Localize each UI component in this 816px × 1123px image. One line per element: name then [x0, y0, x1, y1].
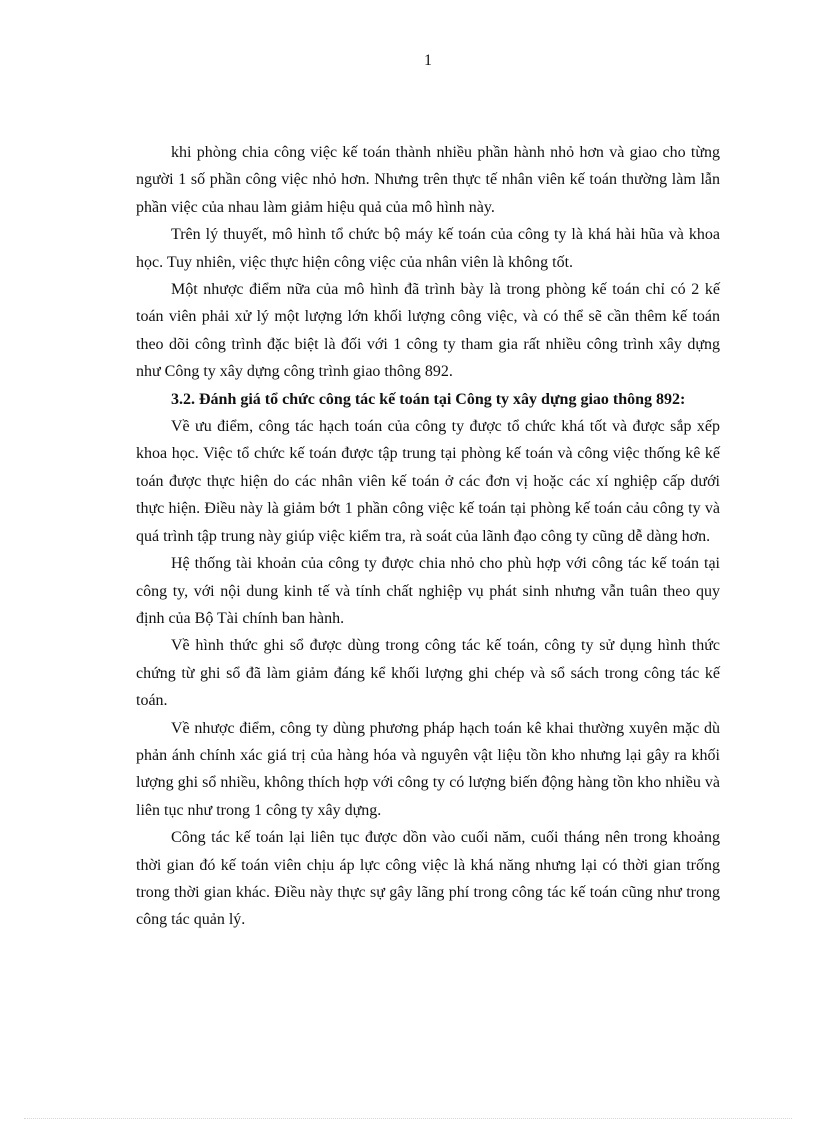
paragraph-7: Về nhược điểm, công ty dùng phương pháp hạch toán kê khai thường xuyên mặc dù phản ánh chính xác giá trị của hàng hóa và nguyên vật liệu tồn kho nhưng lại gây ra khối lượng ghi sổ nhiều, không thích hợp với công ty có lượng biến động hàng tồn kho nhiều và liên tục như trong 1 công ty xây dựng.: [136, 719, 720, 819]
paragraph-8: Công tác kế toán lại liên tục được dồn vào cuối năm, cuối tháng nên trong khoảng thời gian đó kế toán viên chịu áp lực công việc là khá năng nhưng lại có thời gian trống trong thời gian khác. Điều này thực sự gây lãng phí trong công tác kế toán cũng như trong công tác quản lý.: [136, 829, 720, 929]
page-bottom-divider: [24, 1118, 792, 1119]
paragraph-6: Về hình thức ghi sổ được dùng trong công tác kế toán, công ty sử dụng hình thức chứng từ ghi sổ đã làm giảm đáng kể khối lượng ghi chép và sổ sách trong công tác kế toán.: [136, 637, 720, 710]
paragraph-4: Về ưu điểm, công tác hạch toán của công ty được tổ chức khá tốt và được sắp xếp khoa học. Việc tổ chức kế toán được tập trung tại phòng kế toán và công việc thống kê kế toán được thực hiện do các nhân viên kế toán ở các đơn vị hoặc các xí nghiệp cấp dưới thực hiện. Điều này là giảm bớt 1 phần công việc kế toán tại phòng kế toán cảu công ty và quá trình tập trung này giúp việc kiểm tra, rà soát của lãnh đạo công ty cũng dễ dàng hơn.: [136, 418, 720, 545]
page-number: 1: [424, 52, 432, 69]
paragraph-3: Một nhược điểm nữa của mô hình đã trình bày là trong phòng kế toán chỉ có 2 kế toán viên phải xử lý một lượng lớn khối lượng công việc, và có thể sẽ cần thêm kế toán theo dõi công trình đặc biệt là đối với 1 công ty tham gia rất nhiều công trình xây dựng như Công ty xây dựng công trình giao thông 892.: [136, 281, 720, 381]
section-heading: 3.2. Đánh giá tổ chức công tác kế toán tại Công ty xây dựng giao thông 892:: [171, 390, 686, 408]
paragraph-1: khi phòng chia công việc kế toán thành nhiều phần hành nhỏ hơn và giao cho từng người 1 số phần công việc nhỏ hơn. Nhưng trên thực tế nhân viên kế toán thường làm lẫn phần việc của nhau làm giảm hiệu quả của mô hình này.: [136, 144, 720, 216]
paragraph-2: Trên lý thuyết, mô hình tổ chức bộ máy kế toán của công ty là khá hài hũa và khoa học. Tuy nhiên, việc thực hiện công việc của nhân viên là không tốt.: [136, 226, 720, 271]
document-body: [136, 139, 720, 934]
paragraph-5: Hệ thống tài khoản của công ty được chia nhỏ cho phù hợp với công tác kế toán tại công ty, với nội dung kinh tế và tính chất nghiệp vụ phát sinh nhưng vẫn tuân theo quy định của Bộ Tài chính ban hành.: [136, 555, 720, 627]
